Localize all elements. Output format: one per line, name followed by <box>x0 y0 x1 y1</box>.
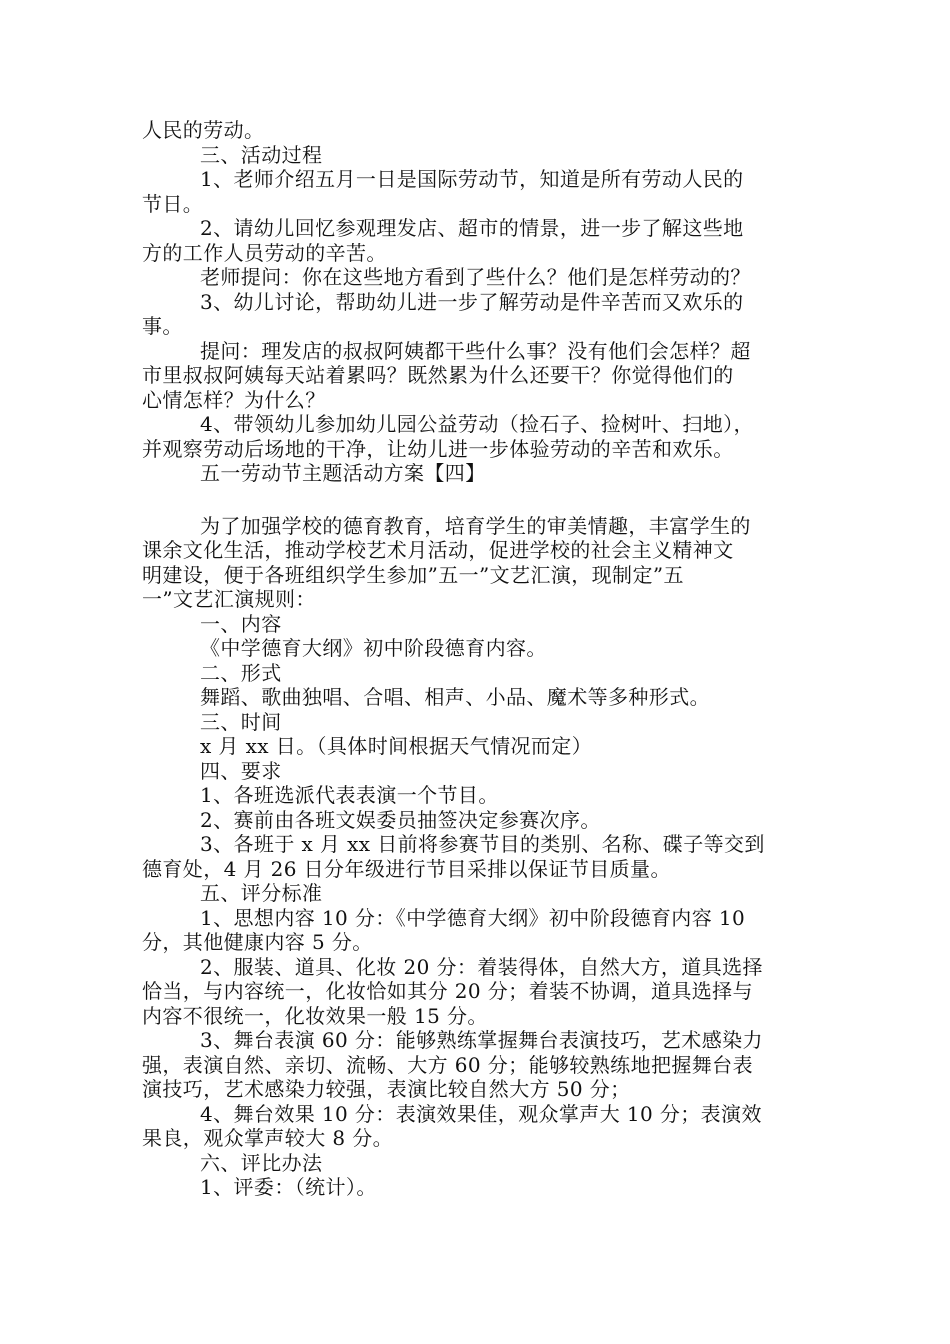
text-line: 果良，观众掌声较大 8 分。 <box>142 1126 394 1150</box>
text-line: 3、舞台表演 60 分：能够熟练掌握舞台表演技巧，艺术感染力 <box>200 1028 763 1052</box>
text-line: 分，其他健康内容 5 分。 <box>142 930 373 954</box>
text-line: 2、服装、道具、化妆 20 分：着装得体，自然大方，道具选择 <box>200 954 763 979</box>
text-line: 4、舞台效果 10 分：表演效果佳，观众掌声大 10 分；表演效 <box>200 1101 762 1126</box>
section-heading: 四、要求 <box>200 758 282 783</box>
text-line: 为了加强学校的德育教育，培育学生的审美情趣，丰富学生的 <box>200 513 751 538</box>
text-line: 心情怎样？为什么？ <box>142 387 326 412</box>
section-heading: 一、内容 <box>200 611 282 636</box>
paragraph-gap <box>142 486 812 514</box>
text-line: 1、思想内容 10 分：《中学德育大纲》初中阶段德育内容 10 <box>200 905 746 930</box>
text-line: 并观察劳动后场地的干净，让幼儿进一步体验劳动的辛苦和欢乐。 <box>142 436 734 461</box>
section-heading: 三、活动过程 <box>200 142 323 167</box>
plan-title: 五一劳动节主题活动方案【四】 <box>200 461 486 485</box>
text-line: 一”文艺汇演规则： <box>142 587 316 611</box>
text-line: 2、请幼儿回忆参观理发店、超市的情景，进一步了解这些地 <box>200 216 744 240</box>
text-line: 方的工作人员劳动的辛苦。 <box>142 240 387 265</box>
text-line: 3、各班于 x 月 xx 日前将参赛节目的类别、名称、碟子等交到 <box>200 832 765 856</box>
text-line: 人民的劳动。 <box>142 118 265 142</box>
section-heading: 五、评分标准 <box>200 881 323 905</box>
text-line: 恰当，与内容统一，化妆恰如其分 20 分；着装不协调，道具选择与 <box>142 979 753 1003</box>
text-line: 演技巧，艺术感染力较强，表演比较自然大方 50 分； <box>142 1077 631 1101</box>
text-line: 1、老师介绍五月一日是国际劳动节，知道是所有劳动人民的 <box>200 167 744 191</box>
text-line: 提问：理发店的叔叔阿姨都干些什么事？没有他们会怎样？超 <box>200 338 751 363</box>
text-line: 4、带领幼儿参加幼儿园公益劳动（捡石子、捡树叶、扫地）， <box>200 412 754 436</box>
text-line: 内容不很统一，化妆效果一般 15 分。 <box>142 1003 488 1028</box>
text-line: 3、幼儿讨论，帮助幼儿进一步了解劳动是件辛苦而又欢乐的 <box>200 289 744 314</box>
document-body <box>142 118 812 1200</box>
text-line: 强，表演自然、亲切、流畅、大方 60 分；能够较熟练地把握舞台表 <box>142 1052 753 1077</box>
text-line: 事。 <box>142 314 183 338</box>
text-line: 舞蹈、歌曲独唱、合唱、相声、小品、魔术等多种形式。 <box>200 685 710 709</box>
text-line: 1、评委：（统计）。 <box>200 1175 377 1199</box>
text-line: 德育处，4 月 26 日分年级进行节目采排以保证节目质量。 <box>142 856 671 881</box>
section-heading: 三、时间 <box>200 709 282 734</box>
text-line: x 月 xx 日。（具体时间根据天气情况而定） <box>200 734 593 758</box>
section-heading: 二、形式 <box>200 660 282 685</box>
text-line: 节日。 <box>142 191 204 216</box>
text-line: 2、赛前由各班文娱委员抽签决定参赛次序。 <box>200 807 601 832</box>
text-line: 课余文化生活，推动学校艺术月活动，促进学校的社会主义精神文 <box>142 538 734 562</box>
text-line: 老师提问：你在这些地方看到了些什么？他们是怎样劳动的？ <box>200 265 751 289</box>
text-line: 市里叔叔阿姨每天站着累吗？既然累为什么还要干？你觉得他们的 <box>142 363 734 387</box>
text-line: 1、各班选派代表表演一个节目。 <box>200 783 499 807</box>
text-line: 《中学德育大纲》初中阶段德育内容。 <box>200 636 547 660</box>
section-heading: 六、评比办法 <box>200 1150 323 1175</box>
text-line: 明建设，便于各班组织学生参加”五一”文艺汇演，现制定”五 <box>142 562 684 587</box>
